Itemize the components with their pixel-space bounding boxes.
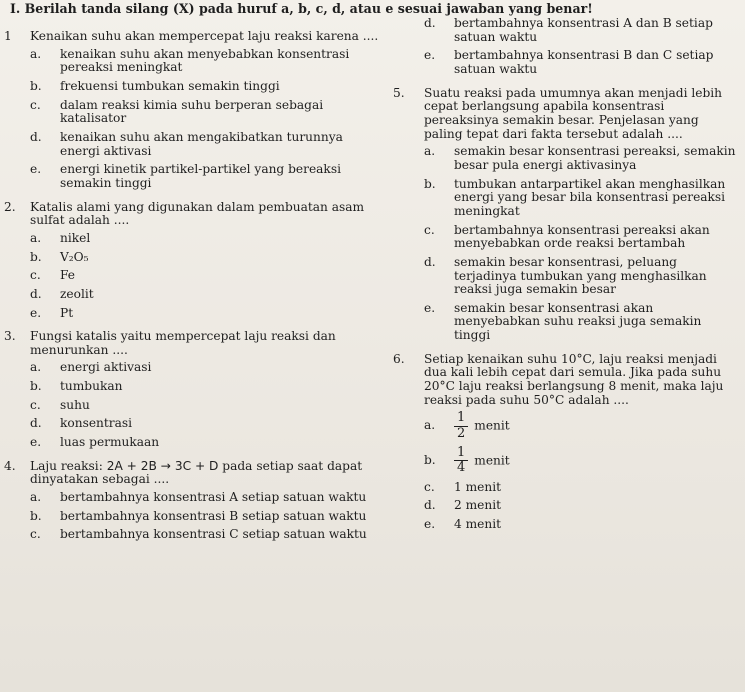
option-letter: b. [424,176,436,191]
option-letter: d. [30,286,42,301]
option-letter: a. [424,144,436,159]
option-letter: c. [30,97,41,112]
option-letter: c. [30,268,41,283]
option-text: energi kinetik partikel-partikel yang bereaksi semakin tinggi [60,162,341,190]
option-letter: e. [30,305,42,320]
option-letter: b. [30,78,42,93]
option-letter: b. [30,379,42,394]
option-text: bertambahnya konsentrasi B dan C setiap satuan waktu [454,48,714,76]
option-b[interactable] [30,80,380,94]
option-b[interactable] [424,446,738,476]
question-4-continued [393,17,738,77]
option-unit: menit [474,418,510,433]
option-letter: d. [424,16,436,30]
option-e[interactable] [30,436,380,450]
option-e[interactable] [424,49,738,76]
option-text: suhu [60,397,90,412]
option-text: 2 menit [454,498,502,513]
option-text: semakin besar konsentrasi pereaksi, semakin besar pula energi aktivasinya [454,144,736,172]
option-a[interactable] [30,48,380,75]
option-d[interactable] [30,288,380,302]
option-c[interactable] [30,99,380,126]
option-text: Pt [60,305,74,320]
question-number: 2. [4,199,16,214]
option-e[interactable] [424,302,738,343]
option-letter: d. [424,498,436,513]
option-a[interactable] [30,491,380,505]
option-a[interactable] [424,411,738,441]
option-unit: menit [474,453,510,468]
option-text: bertambahnya konsentrasi A dan B setiap satuan waktu [454,16,713,44]
option-text: bertambahnya konsentrasi pereaksi akan menyebabkan orde reaksi bertambah [454,222,710,251]
option-text: bertambahnya konsentrasi A setiap satuan waktu [60,490,367,505]
option-letter: a. [30,230,42,245]
option-text: tumbukan [60,379,123,394]
option-text: energi aktivasi [60,360,152,375]
option-d[interactable] [424,499,738,513]
option-e[interactable] [30,163,380,190]
option-text: Fe [60,268,76,283]
option-text: luas permukaan [60,435,160,450]
option-letter: d. [424,254,436,269]
fraction [454,446,468,476]
option-text: dalam reaksi kimia suhu berperan sebagai katalisator [60,97,324,126]
option-letter: c. [424,479,435,494]
option-letter: c. [30,397,41,412]
option-e[interactable] [30,307,380,321]
option-a[interactable] [30,361,380,375]
option-letter: a. [30,490,42,505]
option-letter: e. [424,300,436,315]
question-text: Setiap kenaikan suhu 10°C, laju reaksi menjadi dua kali lebih cepat dari semula. Jika pada suhu 20°C laju reaksi berlangsung 8 menit, maka laju reaksi pada suhu 50°C adalah .... [424,351,724,407]
question-text: Katalis alami yang digunakan dalam pembuatan asam sulfat adalah .... [30,199,365,228]
option-b[interactable] [30,380,380,394]
question-number: 5. [393,85,405,100]
option-letter: b. [30,508,42,523]
option-letter: a. [30,360,42,375]
question-number: 4. [4,458,16,473]
option-letter: a. [424,418,436,433]
option-c[interactable] [30,399,380,413]
question-5 [393,87,738,343]
option-text: zeolit [60,286,94,301]
option-text: 4 menit [454,516,502,531]
option-text: nikel [60,230,91,245]
question-text: Fungsi katalis yaitu mempercepat laju reaksi dan menurunkan .... [30,329,336,357]
option-letter: d. [30,416,42,431]
question-text-end: pada setiap saat dapat dinyatakan sebagai .... [30,458,363,487]
fraction-numerator: 1 [454,411,468,426]
question-1 [4,29,380,191]
fraction-denominator: 4 [457,460,466,476]
option-letter: a. [30,46,42,61]
option-letter: e. [424,516,436,531]
option-text: V₂O₅ [60,249,89,264]
option-d[interactable] [30,131,380,158]
option-text: semakin besar konsentrasi, peluang terjadinya tumbukan yang menghasilkan reaksi juga semakin besar [454,254,707,297]
option-letter: d. [30,129,42,144]
question-number: 3. [4,329,16,344]
option-e[interactable] [424,518,738,532]
question-text: Suatu reaksi pada umumnya akan menjadi lebih cepat berlangsung apabila konsentrasi pereaksinya semakin besar. Penjelasan yang paling tepat dari fakta tersebut adalah .... [424,85,723,141]
fraction-numerator: 1 [454,446,468,461]
option-b[interactable] [424,178,738,219]
fraction-denominator: 2 [457,425,466,441]
option-d[interactable] [424,17,738,44]
option-c[interactable] [424,481,738,495]
option-letter: c. [30,527,41,542]
left-column [4,29,380,552]
option-b[interactable] [30,510,380,524]
option-c[interactable] [30,528,380,542]
option-letter: e. [30,162,42,177]
question-text-start: Laju reaksi: [30,458,107,473]
instruction: I. Berilah tanda silang (X) pada huruf a, b, c, d, atau e sesuai jawaban yang benar! [10,1,593,16]
option-letter: e. [30,435,42,450]
question-3 [4,329,380,450]
option-text: bertambahnya konsentrasi B setiap satuan waktu [60,508,367,523]
option-text: semakin besar konsentrasi akan menyebabkan suhu reaksi juga semakin tinggi [454,300,702,343]
option-d[interactable] [30,417,380,431]
option-b[interactable] [30,251,380,265]
question-6 [393,353,738,532]
option-text: frekuensi tumbukan semakin tinggi [60,78,280,93]
question-text [30,460,380,487]
option-letter: c. [424,222,435,237]
option-letter: b. [424,453,436,467]
option-text: konsentrasi [60,416,133,431]
option-c[interactable] [424,224,738,251]
option-text: 1 menit [454,479,502,494]
question-number: 6. [393,351,405,366]
question-text: Kenaikan suhu akan mempercepat laju reaksi karena .... [30,29,379,43]
option-letter: e. [424,48,436,63]
question-2 [4,199,380,321]
option-letter: b. [30,249,42,264]
reaction-formula: 2A + 2B → 3C + D [106,458,219,473]
fraction [454,411,468,441]
option-text: kenaikan suhu akan mengakibatkan turunnya energi aktivasi [60,129,343,158]
option-a[interactable] [30,232,380,246]
option-text: tumbukan antarpartikel akan menghasilkan energi yang besar bila konsentrasi pereaksi meningkat [454,176,726,218]
option-c[interactable] [30,269,380,283]
option-text: kenaikan suhu akan menyebabkan konsentrasi pereaksi meningkat [60,46,350,75]
option-text: bertambahnya konsentrasi C setiap satuan waktu [60,527,367,542]
option-a[interactable] [424,145,738,172]
question-4 [4,458,380,542]
question-number: 1 [4,29,12,43]
option-d[interactable] [424,256,738,297]
right-column [393,17,738,542]
